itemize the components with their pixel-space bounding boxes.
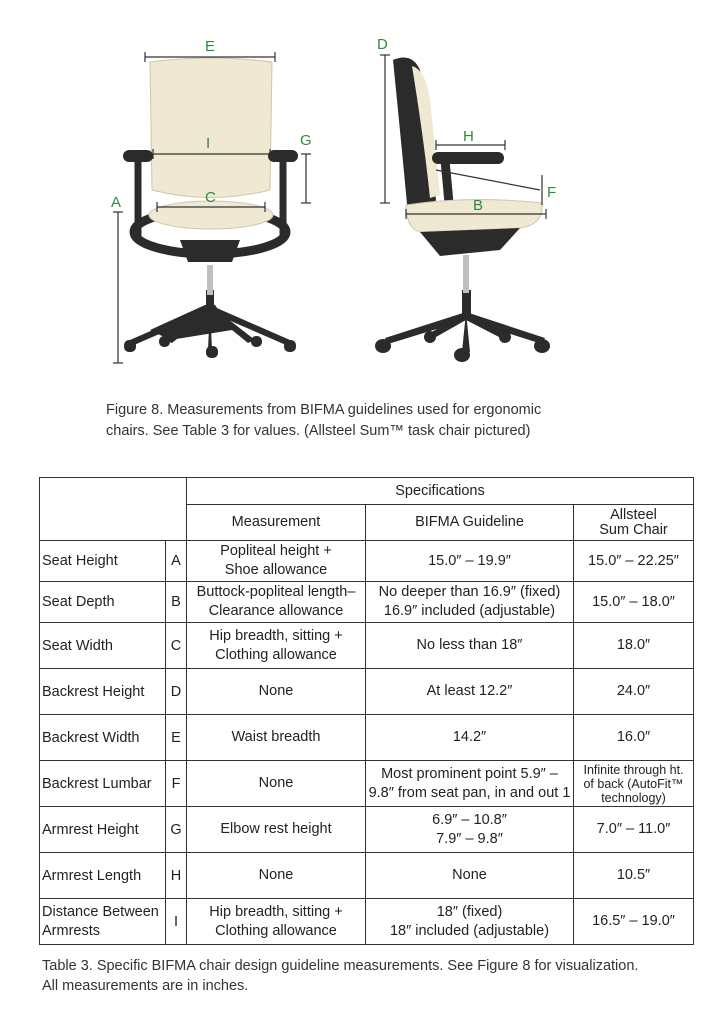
label-d: D <box>377 36 388 53</box>
table-row <box>40 853 694 899</box>
row-guideline <box>366 582 574 623</box>
label-h: H <box>463 128 474 145</box>
row-guideline <box>366 715 574 761</box>
row-measurement <box>187 715 366 761</box>
figure-caption-line-2: chairs. See Table 3 for values. (Allsteel Sum™ task chair pictured) <box>106 423 531 439</box>
row-guideline-line: 6.9″ – 10.8″ <box>432 811 507 828</box>
row-guideline-line: 18″ (fixed) <box>436 903 503 920</box>
row-letter: H <box>166 853 187 899</box>
row-measurement <box>187 669 366 715</box>
row-letter: I <box>166 899 187 945</box>
row-measurement-line: None <box>258 683 294 699</box>
chair-header-line-1: Allsteel <box>610 506 657 523</box>
row-measurement-line: None <box>258 867 294 883</box>
label-g: G <box>300 132 312 149</box>
row-chair <box>574 541 694 582</box>
row-name: Seat Depth <box>40 582 166 623</box>
front-chair <box>111 38 312 363</box>
row-measurement-line: Waist breadth <box>231 729 321 745</box>
table-row <box>40 541 694 582</box>
table-row <box>40 761 694 807</box>
label-c: C <box>205 189 216 206</box>
table-row <box>40 807 694 853</box>
label-f: F <box>547 184 557 201</box>
chair-illustration <box>0 0 707 395</box>
row-measurement-line: Hip breadth, sitting + <box>209 903 343 920</box>
row-chair <box>574 623 694 669</box>
row-guideline-line: 9.8″ from seat pan, in and out 1 <box>368 784 571 801</box>
row-name: Seat Width <box>40 623 166 669</box>
row-name: Backrest Height <box>40 669 166 715</box>
chair-figure <box>0 0 707 395</box>
row-chair-line: 16.0″ <box>616 729 651 745</box>
row-guideline-line: 15.0″ – 19.9″ <box>428 552 511 569</box>
table-body <box>40 541 694 945</box>
row-letter: G <box>166 807 187 853</box>
row-letter: C <box>166 623 187 669</box>
row-measurement-line: Clothing allowance <box>215 646 337 663</box>
row-guideline <box>366 853 574 899</box>
row-letter: A <box>166 541 187 582</box>
row-measurement-line: Clearance allowance <box>208 603 344 619</box>
row-guideline <box>366 541 574 582</box>
chair-header-line-2: Sum Chair <box>599 521 668 538</box>
row-chair-line: 18.0″ <box>616 637 651 653</box>
chair-header <box>574 505 694 541</box>
measurement-header: Measurement <box>187 505 366 541</box>
table-corner-cell <box>40 478 166 541</box>
row-measurement-line: Elbow rest height <box>220 821 332 837</box>
row-letter: E <box>166 715 187 761</box>
label-b: B <box>473 197 484 214</box>
row-guideline <box>366 899 574 945</box>
row-letter: B <box>166 582 187 623</box>
row-chair-line: 7.0″ – 11.0″ <box>596 821 671 837</box>
row-chair <box>574 807 694 853</box>
row-guideline-line: No deeper than 16.9″ (fixed) <box>378 584 561 600</box>
row-chair-line: 24.0″ <box>616 683 651 699</box>
row-measurement-line: Hip breadth, sitting + <box>209 627 343 644</box>
row-guideline-line: None <box>452 867 487 883</box>
table-corner-cell <box>166 478 187 541</box>
row-measurement <box>187 899 366 945</box>
row-chair-line: 10.5″ <box>616 867 651 883</box>
row-guideline-line: At least 12.2″ <box>426 683 513 699</box>
row-chair-line: Infinite through ht. <box>583 762 684 777</box>
row-measurement-line: Clothing allowance <box>215 922 337 939</box>
row-measurement <box>187 761 366 807</box>
side-chair <box>375 36 556 362</box>
row-name: Armrest Length <box>40 853 166 899</box>
guideline-header: BIFMA Guideline <box>366 505 574 541</box>
table-row <box>40 715 694 761</box>
row-measurement <box>187 807 366 853</box>
row-chair <box>574 669 694 715</box>
row-guideline <box>366 761 574 807</box>
label-a: A <box>111 194 122 211</box>
row-guideline <box>366 669 574 715</box>
row-guideline-line: Most prominent point 5.9″ – <box>381 765 558 782</box>
row-chair <box>574 715 694 761</box>
row-chair-line: of back (AutoFit™ <box>583 776 684 791</box>
row-measurement <box>187 582 366 623</box>
row-chair-line: 15.0″ – 18.0″ <box>592 593 675 610</box>
row-guideline-line: 16.9″ included (adjustable) <box>383 603 556 619</box>
row-measurement-line: Buttock-popliteal length– <box>196 584 356 600</box>
row-measurement-line: None <box>258 775 294 791</box>
row-measurement <box>187 541 366 582</box>
table-caption <box>42 956 702 996</box>
label-e: E <box>205 38 216 55</box>
row-guideline <box>366 623 574 669</box>
row-chair <box>574 761 694 807</box>
row-measurement-line: Popliteal height + <box>220 543 332 559</box>
row-name: Armrest Height <box>40 807 166 853</box>
row-guideline-line: 14.2″ <box>452 729 487 745</box>
row-chair-line: technology) <box>601 790 666 805</box>
table-caption-line-2: All measurements are in inches. <box>42 978 249 994</box>
row-chair-line: 16.5″ – 19.0″ <box>592 913 675 929</box>
row-guideline-line: 18″ included (adjustable) <box>389 922 550 939</box>
table-row <box>40 899 694 945</box>
row-guideline-line: No less than 18″ <box>416 637 523 653</box>
row-chair <box>574 582 694 623</box>
label-i: I <box>206 135 211 152</box>
table-row <box>40 669 694 715</box>
table-group-header-row <box>40 478 694 505</box>
row-guideline <box>366 807 574 853</box>
row-measurement <box>187 623 366 669</box>
row-measurement-line: Shoe allowance <box>224 562 328 578</box>
row-name: Backrest Lumbar <box>40 761 166 807</box>
row-name: Backrest Width <box>40 715 166 761</box>
row-guideline-line: 7.9″ – 9.8″ <box>436 830 503 847</box>
table-row <box>40 582 694 623</box>
table-row <box>40 623 694 669</box>
row-name: Distance Between Armrests <box>40 899 166 945</box>
row-measurement <box>187 853 366 899</box>
row-chair <box>574 899 694 945</box>
row-name: Seat Height <box>40 541 166 582</box>
spec-table <box>39 477 694 945</box>
row-letter: F <box>166 761 187 807</box>
row-chair <box>574 853 694 899</box>
figure-caption <box>106 400 646 442</box>
specifications-header: Specifications <box>187 478 694 505</box>
row-letter: D <box>166 669 187 715</box>
table-caption-line-1: Table 3. Specific BIFMA chair design guideline measurements. See Figure 8 for visualization. <box>42 958 639 974</box>
figure-caption-line-1: Figure 8. Measurements from BIFMA guidelines used for ergonomic <box>106 402 542 418</box>
row-chair-line: 15.0″ – 22.25″ <box>588 552 679 569</box>
